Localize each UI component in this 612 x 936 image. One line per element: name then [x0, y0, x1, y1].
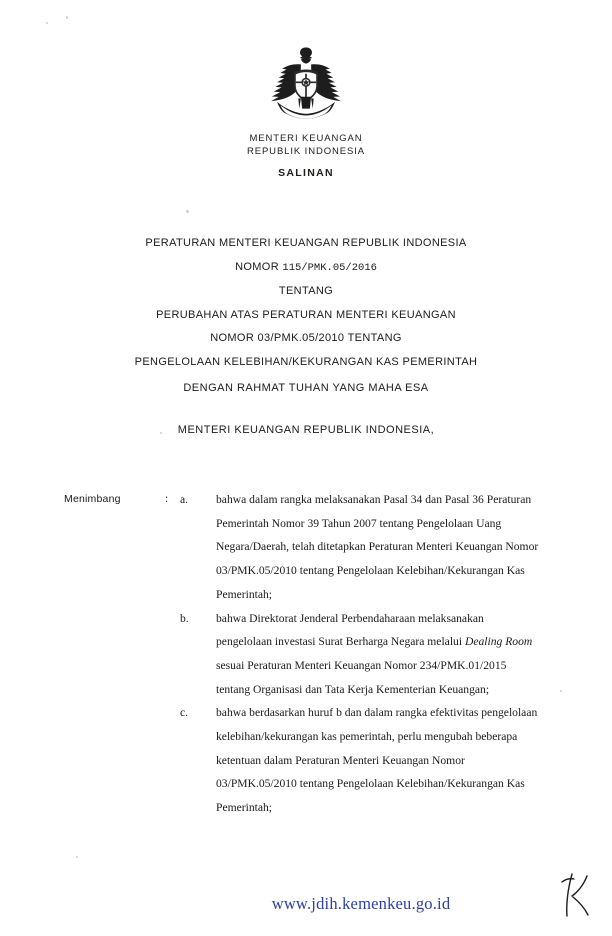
title-line-2: PERUBAHAN ATAS PERATURAN MENTERI KEUANGAN	[156, 308, 456, 321]
considering-section	[64, 488, 542, 820]
scan-speck	[46, 22, 48, 24]
regulation-title-block	[0, 232, 612, 374]
title-line-4: PENGELOLAAN KELEBIHAN/KEKURANGAN KAS PEMERINTAH	[134, 355, 478, 368]
item-text-before: bahwa Direktorat Jenderal Perbendaharaan melaksanakan pengelolaan investasi Surat Berharga Negara melalui	[216, 611, 484, 649]
item-marker: c.	[180, 706, 189, 720]
regulation-number-line	[0, 256, 612, 281]
title-line-3: NOMOR 03/PMK.05/2010 TENTANG	[210, 332, 402, 344]
authority-line: MENTERI KEUANGAN REPUBLIK INDONESIA,	[177, 424, 435, 436]
copy-mark: SALINAN	[278, 167, 334, 179]
considering-item	[180, 701, 542, 820]
considering-colon: :	[165, 493, 169, 505]
scan-speck	[186, 210, 189, 213]
scan-speck	[560, 690, 562, 692]
scan-speck	[76, 856, 78, 858]
item-text: bahwa dalam rangka melaksanakan Pasal 34 dan Pasal 36 Peraturan Pemerintah Nomor 39 Tahun 2007 tentang Pengelolaan Uang Negara/Daerah, telah ditetapkan Peraturan Menteri Keuangan Nomor 03/PMK.05/2010 tentang Pengelolaan Kelebihan/Kekurangan Kas Pemerintah;	[216, 493, 539, 601]
garuda-pancasila-emblem	[263, 44, 349, 124]
ministry-header	[0, 132, 612, 180]
title-line-1: PERATURAN MENTERI KEUANGAN REPUBLIK INDONESIA	[145, 237, 467, 249]
tentang-label: TENTANG	[278, 285, 334, 297]
scan-speck	[66, 16, 68, 19]
nomor-label: NOMOR	[235, 260, 279, 273]
item-text-after: sesuai Peraturan Menteri Keuangan Nomor 234/PMK.01/2015 tentang Organisasi dan Tata Kerja Kementerian Keuangan;	[216, 658, 507, 696]
handwritten-initial-mark	[560, 870, 594, 918]
nomor-value: 115/PMK.05/2016	[282, 261, 377, 274]
emblem-container	[0, 44, 612, 129]
item-text: bahwa berdasarkan huruf b dan dalam rangka efektivitas pengelolaan kelebihan/kekurangan kas pemerintah, perlu mengubah beberapa ketentuan dalam Peraturan Menteri Keuangan Nomor 03/PMK.05/2010 tentang Pengelolaan Kelebihan/Kekurangan Kas Pemerintah;	[216, 706, 538, 815]
item-text-italic: Dealing Room	[464, 635, 533, 649]
blessing-line: DENGAN RAHMAT TUHAN YANG MAHA ESA	[183, 382, 429, 394]
considering-items	[180, 488, 542, 820]
item-text	[216, 612, 532, 696]
considering-label: Menimbang	[64, 493, 121, 505]
preamble-block	[0, 382, 612, 436]
ministry-line-2: REPUBLIK INDONESIA	[246, 146, 366, 157]
ministry-line-1: MENTERI KEUANGAN	[249, 133, 363, 144]
item-marker: b.	[180, 611, 189, 625]
item-marker: a.	[180, 493, 189, 506]
footer-url[interactable]: www.jdih.kemenkeu.go.id	[271, 894, 451, 913]
considering-item	[180, 488, 542, 607]
considering-item	[180, 607, 542, 702]
